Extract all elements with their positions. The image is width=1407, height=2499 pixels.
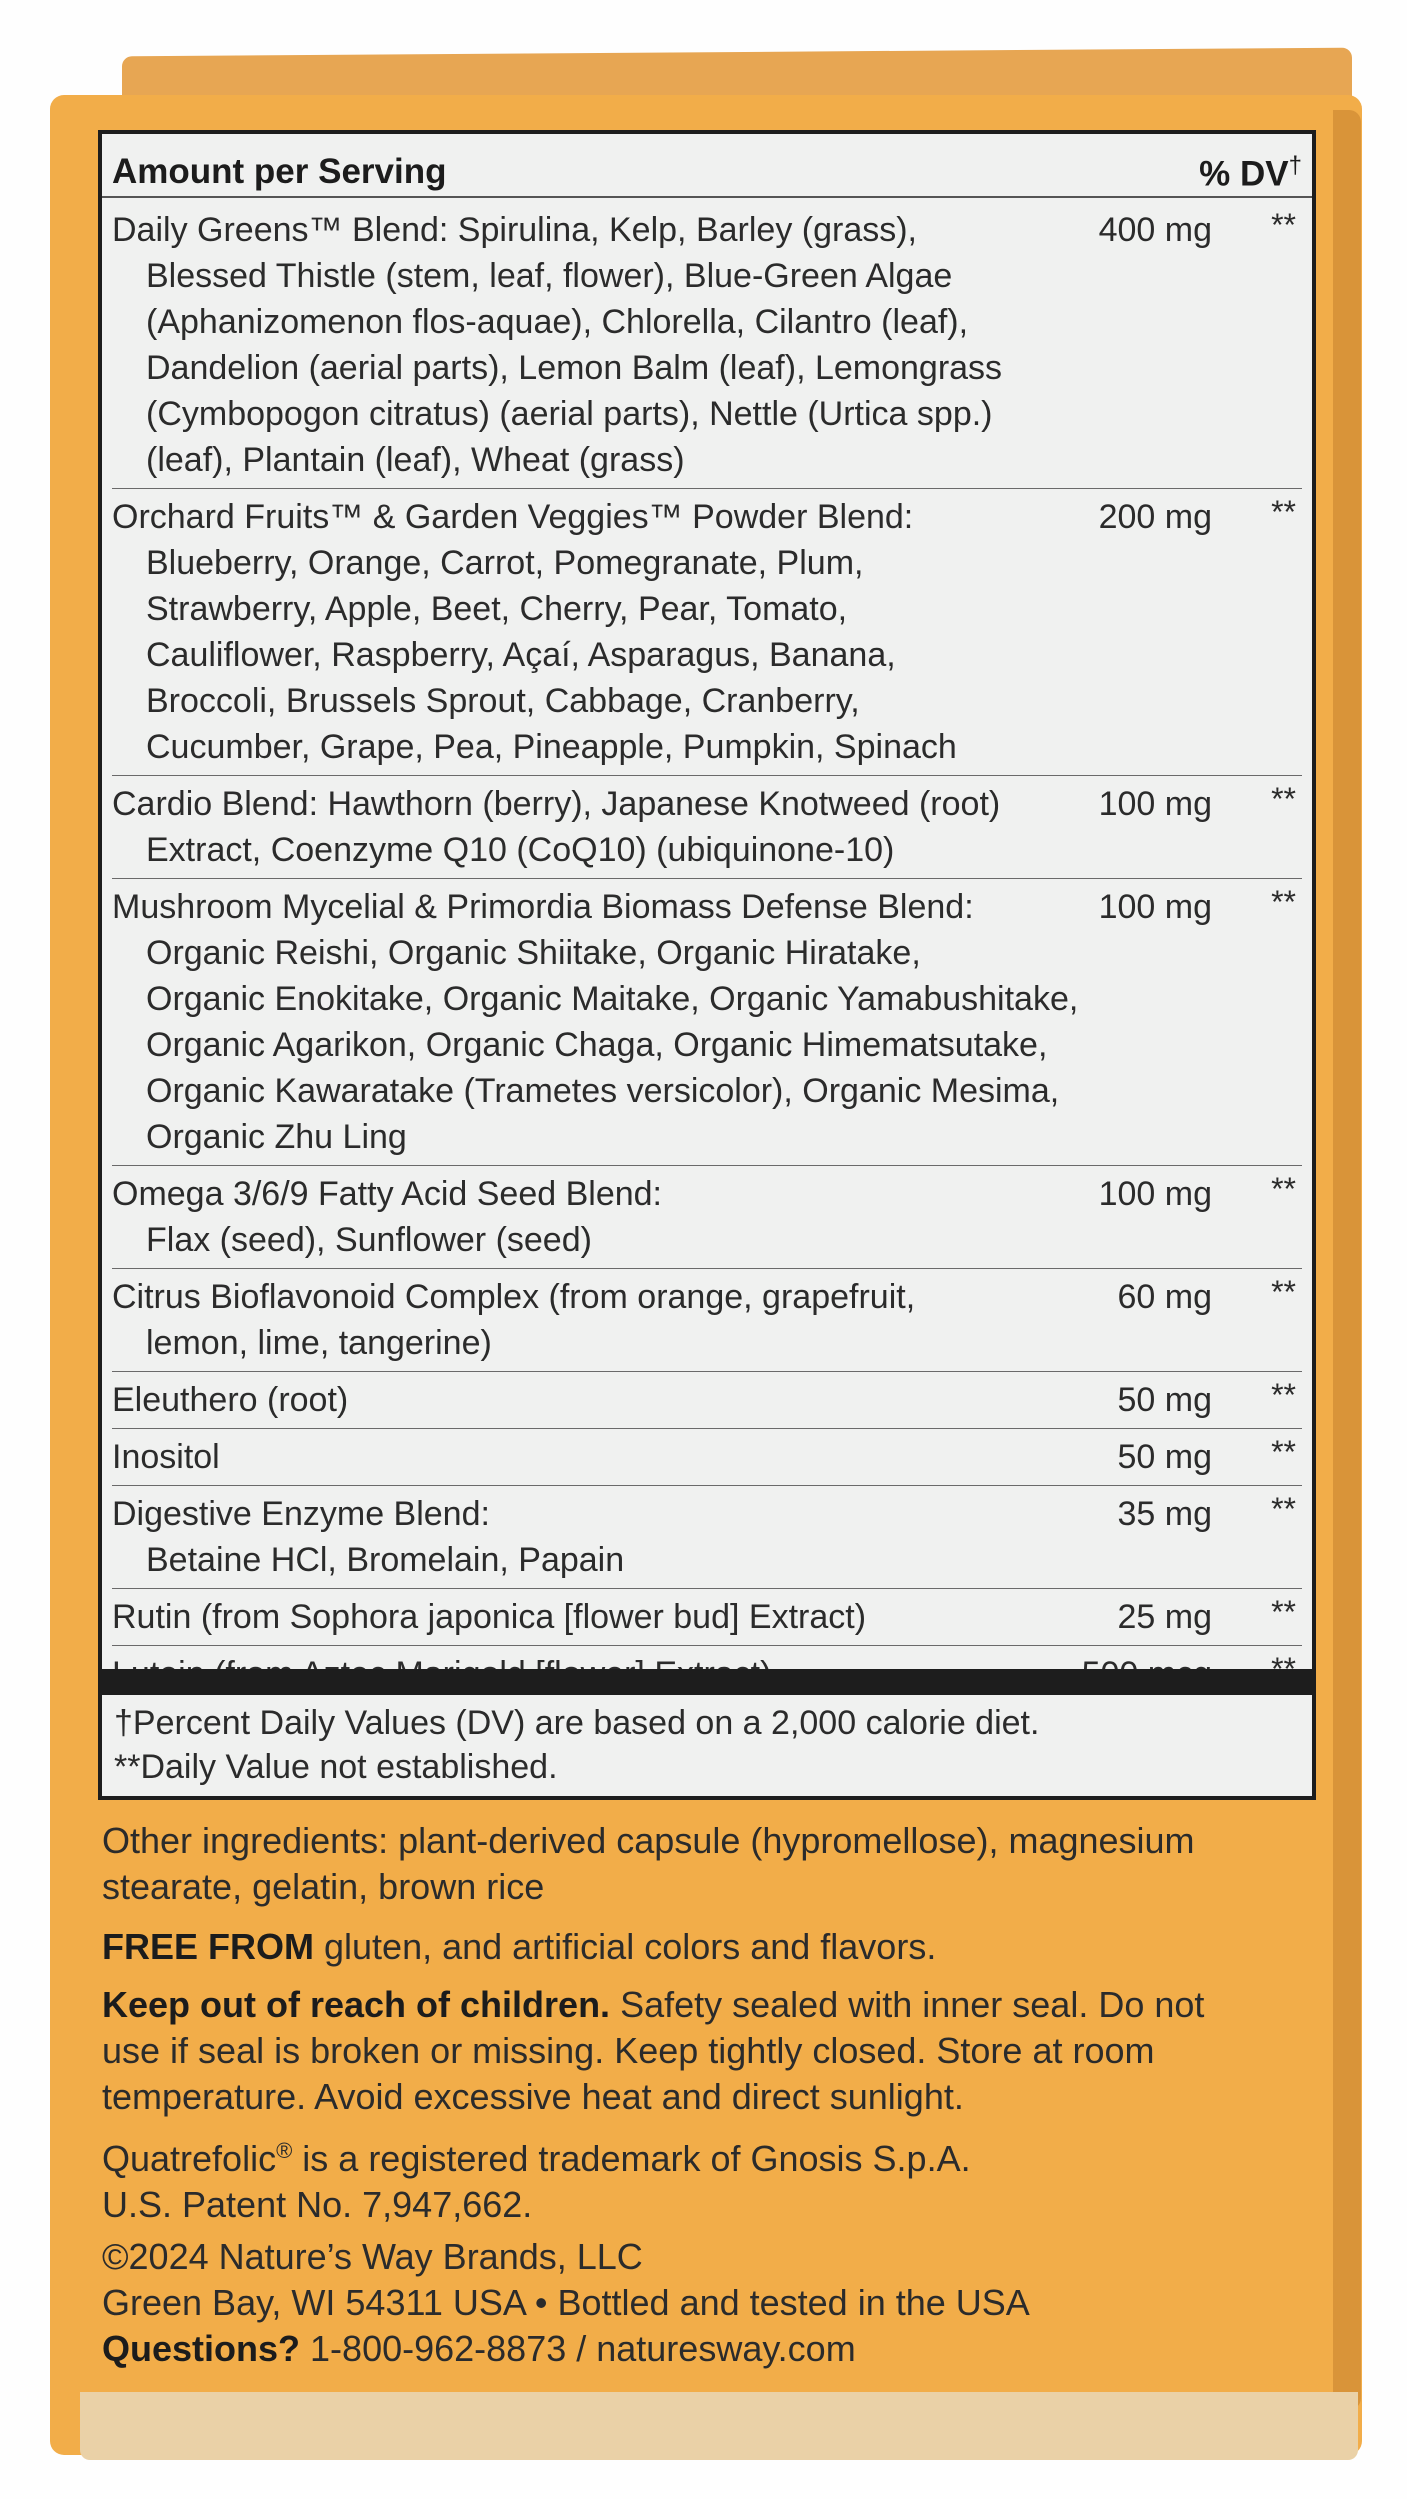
questions-label: Questions? xyxy=(102,2328,301,2369)
ingredient-row xyxy=(112,1269,1302,1372)
registered-mark: ® xyxy=(276,2138,293,2163)
warning-label: Keep out of reach of children. xyxy=(102,1984,611,2025)
dagger-mark: † xyxy=(1288,152,1302,179)
ingredient-line: Rutin (from Sophora japonica [flower bud] Extract) xyxy=(112,1598,867,1636)
ingredient-row xyxy=(112,1166,1302,1269)
amount-per-serving-heading: Amount per Serving xyxy=(112,152,447,191)
ingredient-line: Orchard Fruits™ & Garden Veggies™ Powder Blend: xyxy=(112,498,914,536)
other-ingredients-line: stearate, gelatin, brown rice xyxy=(102,1866,545,1907)
ingredient-amount: 35 mg xyxy=(1117,1495,1212,1533)
ingredient-amount: 400 mg xyxy=(1098,211,1212,249)
ingredient-line: Organic Agarikon, Organic Chaga, Organic Himematsutake, xyxy=(146,1026,1048,1064)
ingredient-line: Broccoli, Brussels Sprout, Cabbage, Cranberry, xyxy=(146,682,860,720)
ingredient-dv: ** xyxy=(1271,1377,1296,1413)
ingredient-line: Daily Greens™ Blend: Spirulina, Kelp, Barley (grass), xyxy=(112,211,917,249)
ingredient-line: Strawberry, Apple, Beet, Cherry, Pear, Tomato, xyxy=(146,590,848,628)
patent-line: U.S. Patent No. 7,947,662. xyxy=(102,2184,533,2225)
copyright-line: ©2024 Nature’s Way Brands, LLC xyxy=(102,2236,643,2277)
not-established-footnote: **Daily Value not established. xyxy=(114,1748,558,1786)
ingredient-row xyxy=(112,1429,1302,1486)
ingredient-row xyxy=(112,879,1302,1166)
ingredient-amount: 25 mg xyxy=(1117,1598,1212,1636)
header-rule xyxy=(102,196,1312,198)
ingredient-amount: 50 mg xyxy=(1117,1381,1212,1419)
ingredient-line: Organic Kawaratake (Trametes versicolor), Organic Mesima, xyxy=(146,1072,1060,1110)
ingredient-dv: ** xyxy=(1271,1274,1296,1310)
ingredient-line: Cardio Blend: Hawthorn (berry), Japanese Knotweed (root) xyxy=(112,785,1001,823)
ingredient-dv: ** xyxy=(1271,1434,1296,1470)
ingredient-row xyxy=(112,1372,1302,1429)
ingredient-dv: ** xyxy=(1271,1491,1296,1527)
ingredient-dv: ** xyxy=(1271,1171,1296,1207)
ingredient-line: Inositol xyxy=(112,1438,220,1476)
other-ingredients xyxy=(102,1818,1302,1910)
ingredient-dv: ** xyxy=(1271,1594,1296,1630)
trademark-statement xyxy=(102,2128,1302,2228)
ingredient-line: Dandelion (aerial parts), Lemon Balm (leaf), Lemongrass xyxy=(146,349,1003,387)
ingredient-table xyxy=(112,202,1302,1702)
ingredient-row xyxy=(112,202,1302,489)
ingredient-dv: ** xyxy=(1271,494,1296,530)
company-info xyxy=(102,2234,1302,2372)
ingredient-amount: 100 mg xyxy=(1098,1175,1212,1213)
ingredient-line: Mushroom Mycelial & Primordia Biomass Defense Blend: xyxy=(112,888,974,926)
ingredient-line: Organic Zhu Ling xyxy=(146,1118,407,1156)
ingredient-row xyxy=(112,776,1302,879)
ingredient-line: (Cymbopogon citratus) (aerial parts), Nettle (Urtica spp.) xyxy=(146,395,993,433)
ingredient-line: Omega 3/6/9 Fatty Acid Seed Blend: xyxy=(112,1175,662,1213)
ingredient-line: Extract, Coenzyme Q10 (CoQ10) (ubiquinone-10) xyxy=(146,831,895,869)
free-from-text: gluten, and artificial colors and flavors. xyxy=(314,1926,937,1967)
ingredient-line: Blueberry, Orange, Carrot, Pomegranate, Plum, xyxy=(146,544,864,582)
ingredient-row xyxy=(112,1589,1302,1646)
ingredient-row xyxy=(112,1486,1302,1589)
dv-heading xyxy=(1199,152,1302,195)
ingredient-dv: ** xyxy=(1271,781,1296,817)
ingredient-line: Cucumber, Grape, Pea, Pineapple, Pumpkin, Spinach xyxy=(146,728,957,766)
free-from-statement xyxy=(102,1924,1302,1970)
ingredient-dv: ** xyxy=(1271,207,1296,243)
ingredient-line: Organic Reishi, Organic Shiitake, Organic Hiratake, xyxy=(146,934,921,972)
panel-header xyxy=(112,148,1302,194)
ingredient-line: Blessed Thistle (stem, leaf, flower), Blue-Green Algae xyxy=(146,257,953,295)
thick-divider-bar xyxy=(102,1669,1312,1695)
other-ingredients-line: Other ingredients: plant-derived capsule (hypromellose), magnesium xyxy=(102,1820,1195,1861)
ingredient-amount: 100 mg xyxy=(1098,888,1212,926)
ingredient-dv: ** xyxy=(1271,884,1296,920)
ingredient-line: Flax (seed), Sunflower (seed) xyxy=(146,1221,592,1259)
ingredient-row xyxy=(112,489,1302,776)
ingredient-line: (leaf), Plantain (leaf), Wheat (grass) xyxy=(146,441,685,479)
ingredient-amount: 100 mg xyxy=(1098,785,1212,823)
ingredient-amount: 200 mg xyxy=(1098,498,1212,536)
ingredient-line: Eleuthero (root) xyxy=(112,1381,349,1419)
ingredient-line: Betaine HCl, Bromelain, Papain xyxy=(146,1541,625,1579)
box-right-edge xyxy=(1333,110,1361,2410)
ingredient-line: (Aphanizomenon flos-aquae), Chlorella, Cilantro (leaf), xyxy=(146,303,969,341)
trademark-brand: Quatrefolic xyxy=(102,2138,277,2179)
ingredient-line: Organic Enokitake, Organic Maitake, Organic Yamabushitake, xyxy=(146,980,1079,1018)
warning-text: Safety sealed with inner seal. Do not xyxy=(610,1984,1205,2025)
address-line: Green Bay, WI 54311 USA • Bottled and tested in the USA xyxy=(102,2282,1030,2323)
ingredient-amount: 60 mg xyxy=(1117,1278,1212,1316)
ingredient-line: Digestive Enzyme Blend: xyxy=(112,1495,490,1533)
warning-line: use if seal is broken or missing. Keep tightly closed. Store at room xyxy=(102,2030,1155,2071)
warning-line: temperature. Avoid excessive heat and direct sunlight. xyxy=(102,2076,964,2117)
ingredient-line: Cauliflower, Raspberry, Açaí, Asparagus, Banana, xyxy=(146,636,896,674)
ingredient-line: lemon, lime, tangerine) xyxy=(146,1324,492,1362)
trademark-text: is a registered trademark of Gnosis S.p.A. xyxy=(292,2138,971,2179)
warning-statement xyxy=(102,1982,1302,2120)
dv-heading-label: % DV xyxy=(1199,154,1289,194)
free-from-label: FREE FROM xyxy=(102,1926,314,1967)
ingredient-amount: 50 mg xyxy=(1117,1438,1212,1476)
contact-info: 1-800-962-8873 / naturesway.com xyxy=(300,2328,856,2369)
box-bottom-flap xyxy=(80,2392,1358,2460)
dv-footnote: †Percent Daily Values (DV) are based on a 2,000 calorie diet. xyxy=(114,1704,1040,1742)
supplement-facts-panel xyxy=(98,130,1316,1800)
ingredient-line: Citrus Bioflavonoid Complex (from orange, grapefruit, xyxy=(112,1278,916,1316)
